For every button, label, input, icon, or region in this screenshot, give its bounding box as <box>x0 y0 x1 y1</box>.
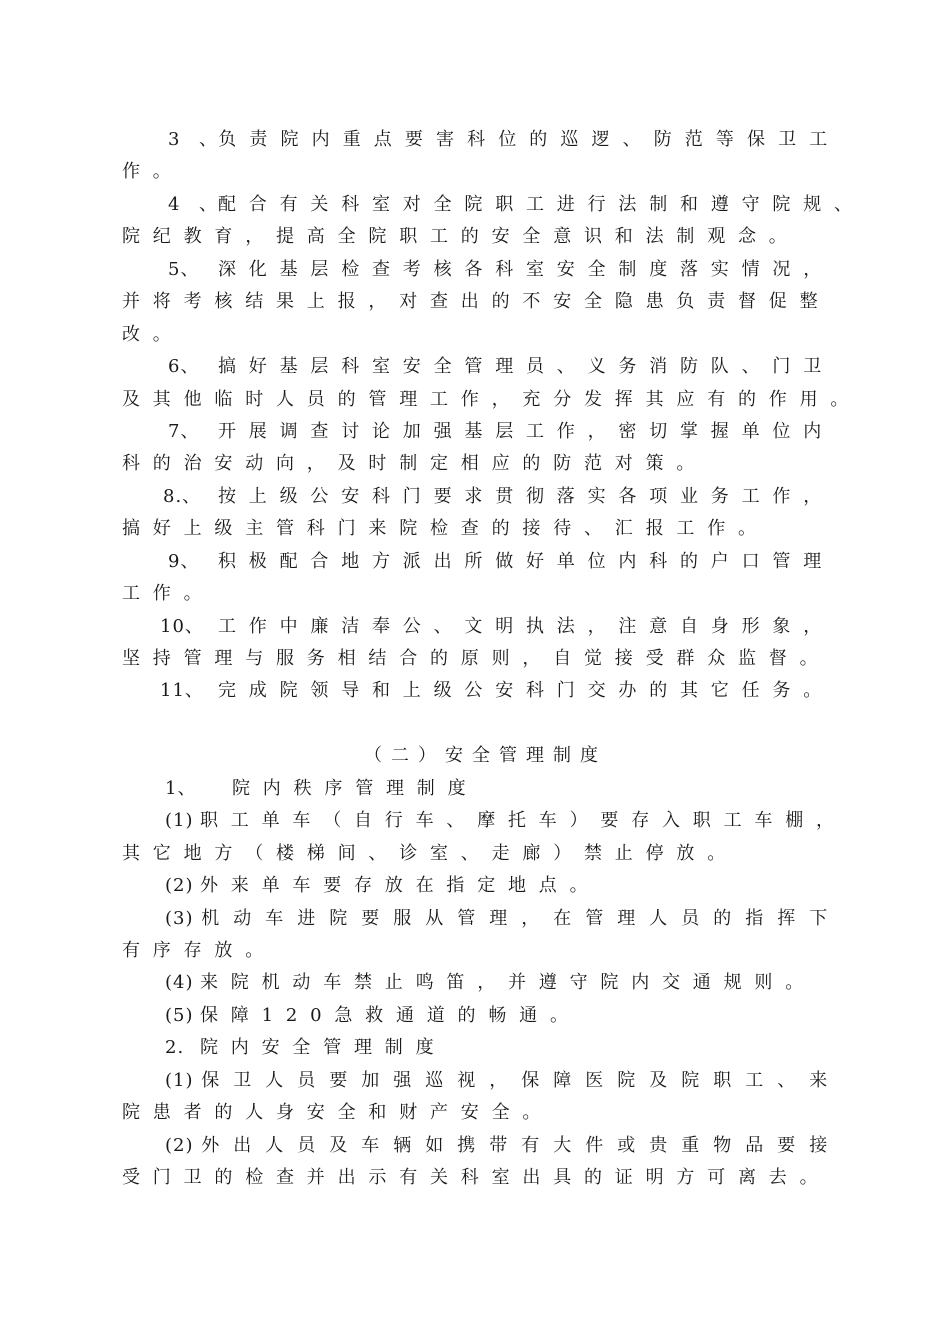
line-text: 完成院领导和上级公安科门交办的其它任务。 <box>218 680 834 702</box>
safety-rules-section <box>122 740 847 1194</box>
item-number: 10、 <box>160 615 204 637</box>
text-line <box>122 156 840 188</box>
text-line <box>122 903 840 935</box>
line-text: 院纪教育，提高全院职工的安全意识和法制观念。 <box>122 226 800 248</box>
rule-item <box>122 1130 840 1195</box>
part-number: 1、 <box>165 777 197 799</box>
line-text: 负责院内重点要害科位的巡逻、防范等保卫工 <box>218 129 840 150</box>
duty-item <box>122 351 862 416</box>
duty-item <box>122 189 865 254</box>
text-line <box>122 935 840 967</box>
item-number: 11、 <box>160 680 204 702</box>
line-text: 外来单车要存放在指定地点。 <box>200 875 601 897</box>
item-number: 6、 <box>168 356 200 378</box>
line-text: 有序存放。 <box>122 939 276 961</box>
text-line <box>122 319 840 351</box>
item-number: 9、 <box>168 550 200 572</box>
line-text: 按上级公安科门要求贯彻落实各项业务工作， <box>218 485 834 507</box>
text-line <box>122 805 847 837</box>
duty-item <box>122 416 840 481</box>
text-line <box>122 611 840 643</box>
line-text: 并将考核结果上报，对查出的不安全隐患负责督促整 <box>122 291 831 313</box>
text-line <box>122 870 840 902</box>
line-text: 来院机动车禁止鸣笛，并遵守院内交通规则。 <box>200 972 816 994</box>
line-text: 配合有关科室对全院职工进行法制和遵守院规、 <box>218 193 865 215</box>
text-line <box>122 384 862 416</box>
line-text: 机动车进院要服从管理，在管理人员的指挥下 <box>200 907 840 929</box>
text-line <box>122 578 840 610</box>
item-number: (2) <box>165 875 194 897</box>
line-text: 外出人员及车辆如携带有大件或贵重物品要接 <box>200 1134 840 1156</box>
rule-item <box>122 1065 840 1130</box>
line-text: 院患者的人身安全和财产安全。 <box>122 1102 554 1124</box>
text-line <box>122 546 840 578</box>
text-line <box>122 124 840 156</box>
item-number: (3) <box>165 907 194 929</box>
text-line <box>122 675 840 707</box>
line-text: 工作。 <box>122 583 215 605</box>
item-number: (1) <box>165 810 194 832</box>
duty-item <box>122 611 840 676</box>
text-line <box>122 1065 840 1097</box>
part-title: 院内安全管理制度 <box>200 1037 447 1059</box>
line-text: 开展调查讨论加强基层工作，密切掌握单位内 <box>218 420 834 442</box>
line-text: 工作中廉洁奉公、文明执法，注意自身形象， <box>218 615 834 637</box>
duties-list <box>122 124 865 708</box>
duty-item <box>122 675 840 707</box>
line-text: 深化基层检查考核各科室安全制度落实情况， <box>218 258 834 280</box>
part-title-line <box>122 773 840 805</box>
item-number: 7、 <box>168 420 200 442</box>
item-number: (1) <box>165 1069 194 1091</box>
text-line <box>122 481 840 513</box>
item-number: 3、 <box>168 129 218 150</box>
item-number: (2) <box>165 1134 194 1156</box>
text-line <box>122 254 840 286</box>
rule-part <box>122 773 847 1033</box>
text-line <box>122 189 865 221</box>
document-body <box>122 124 865 1194</box>
line-text: 搞好基层科室安全管理员、义务消防队、门卫 <box>218 356 834 378</box>
text-line <box>122 838 840 870</box>
text-line <box>122 351 840 383</box>
text-line <box>122 286 840 318</box>
text-line <box>122 513 840 545</box>
line-text: 改。 <box>122 323 184 345</box>
line-text: 及其他临时人员的管理工作，充分发挥其应有的作用。 <box>122 388 862 410</box>
item-number: (5) <box>165 1004 194 1026</box>
item-number: 5、 <box>168 258 200 280</box>
text-line <box>122 1162 840 1194</box>
duty-item <box>122 546 840 611</box>
rule-item <box>122 967 840 999</box>
line-text: 职工单车（自行车、摩托车）要存入职工车棚， <box>200 810 847 832</box>
line-text: 受门卫的检查并出示有关科室出具的证明方可离去。 <box>122 1167 831 1188</box>
line-text: 作。 <box>122 161 184 183</box>
part-title-line <box>122 1032 840 1064</box>
item-number: 8.、 <box>163 485 202 507</box>
part-number: 2. <box>165 1037 185 1059</box>
text-line <box>122 1130 840 1162</box>
text-line <box>122 967 840 999</box>
item-number: 4、 <box>168 193 218 215</box>
rule-item <box>122 1000 840 1032</box>
text-line <box>122 643 840 675</box>
duty-item <box>122 481 840 546</box>
text-line <box>122 448 840 480</box>
text-line <box>122 221 840 253</box>
line-text: 保卫人员要加强巡视，保障医院及院职工、来 <box>200 1069 840 1091</box>
rule-item <box>122 903 840 968</box>
line-text: 积极配合地方派出所做好单位内科的户口管理 <box>218 550 834 572</box>
line-text: 科的治安动向，及时制定相应的防范对策。 <box>122 453 708 475</box>
duty-item <box>122 254 840 351</box>
duty-item <box>122 124 840 189</box>
line-text: 搞好上级主管科门来院检查的接待、汇报工作。 <box>122 518 769 540</box>
part-title: 院内秩序管理制度 <box>232 777 479 799</box>
section-heading: （二）安全管理制度 <box>364 745 607 767</box>
text-line <box>122 1097 840 1129</box>
line-text: 坚持管理与服务相结合的原则，自觉接受群众监督。 <box>122 648 831 669</box>
item-number: (4) <box>165 972 194 994</box>
rule-part <box>122 1032 840 1194</box>
rule-item <box>122 870 840 902</box>
text-line <box>122 1000 840 1032</box>
line-text: 其它地方（楼梯间、诊室、走廊）禁止停放。 <box>122 842 738 864</box>
rule-item <box>122 805 847 870</box>
line-text: 保障120急救通道的畅通。 <box>200 1004 581 1026</box>
text-line <box>122 416 840 448</box>
